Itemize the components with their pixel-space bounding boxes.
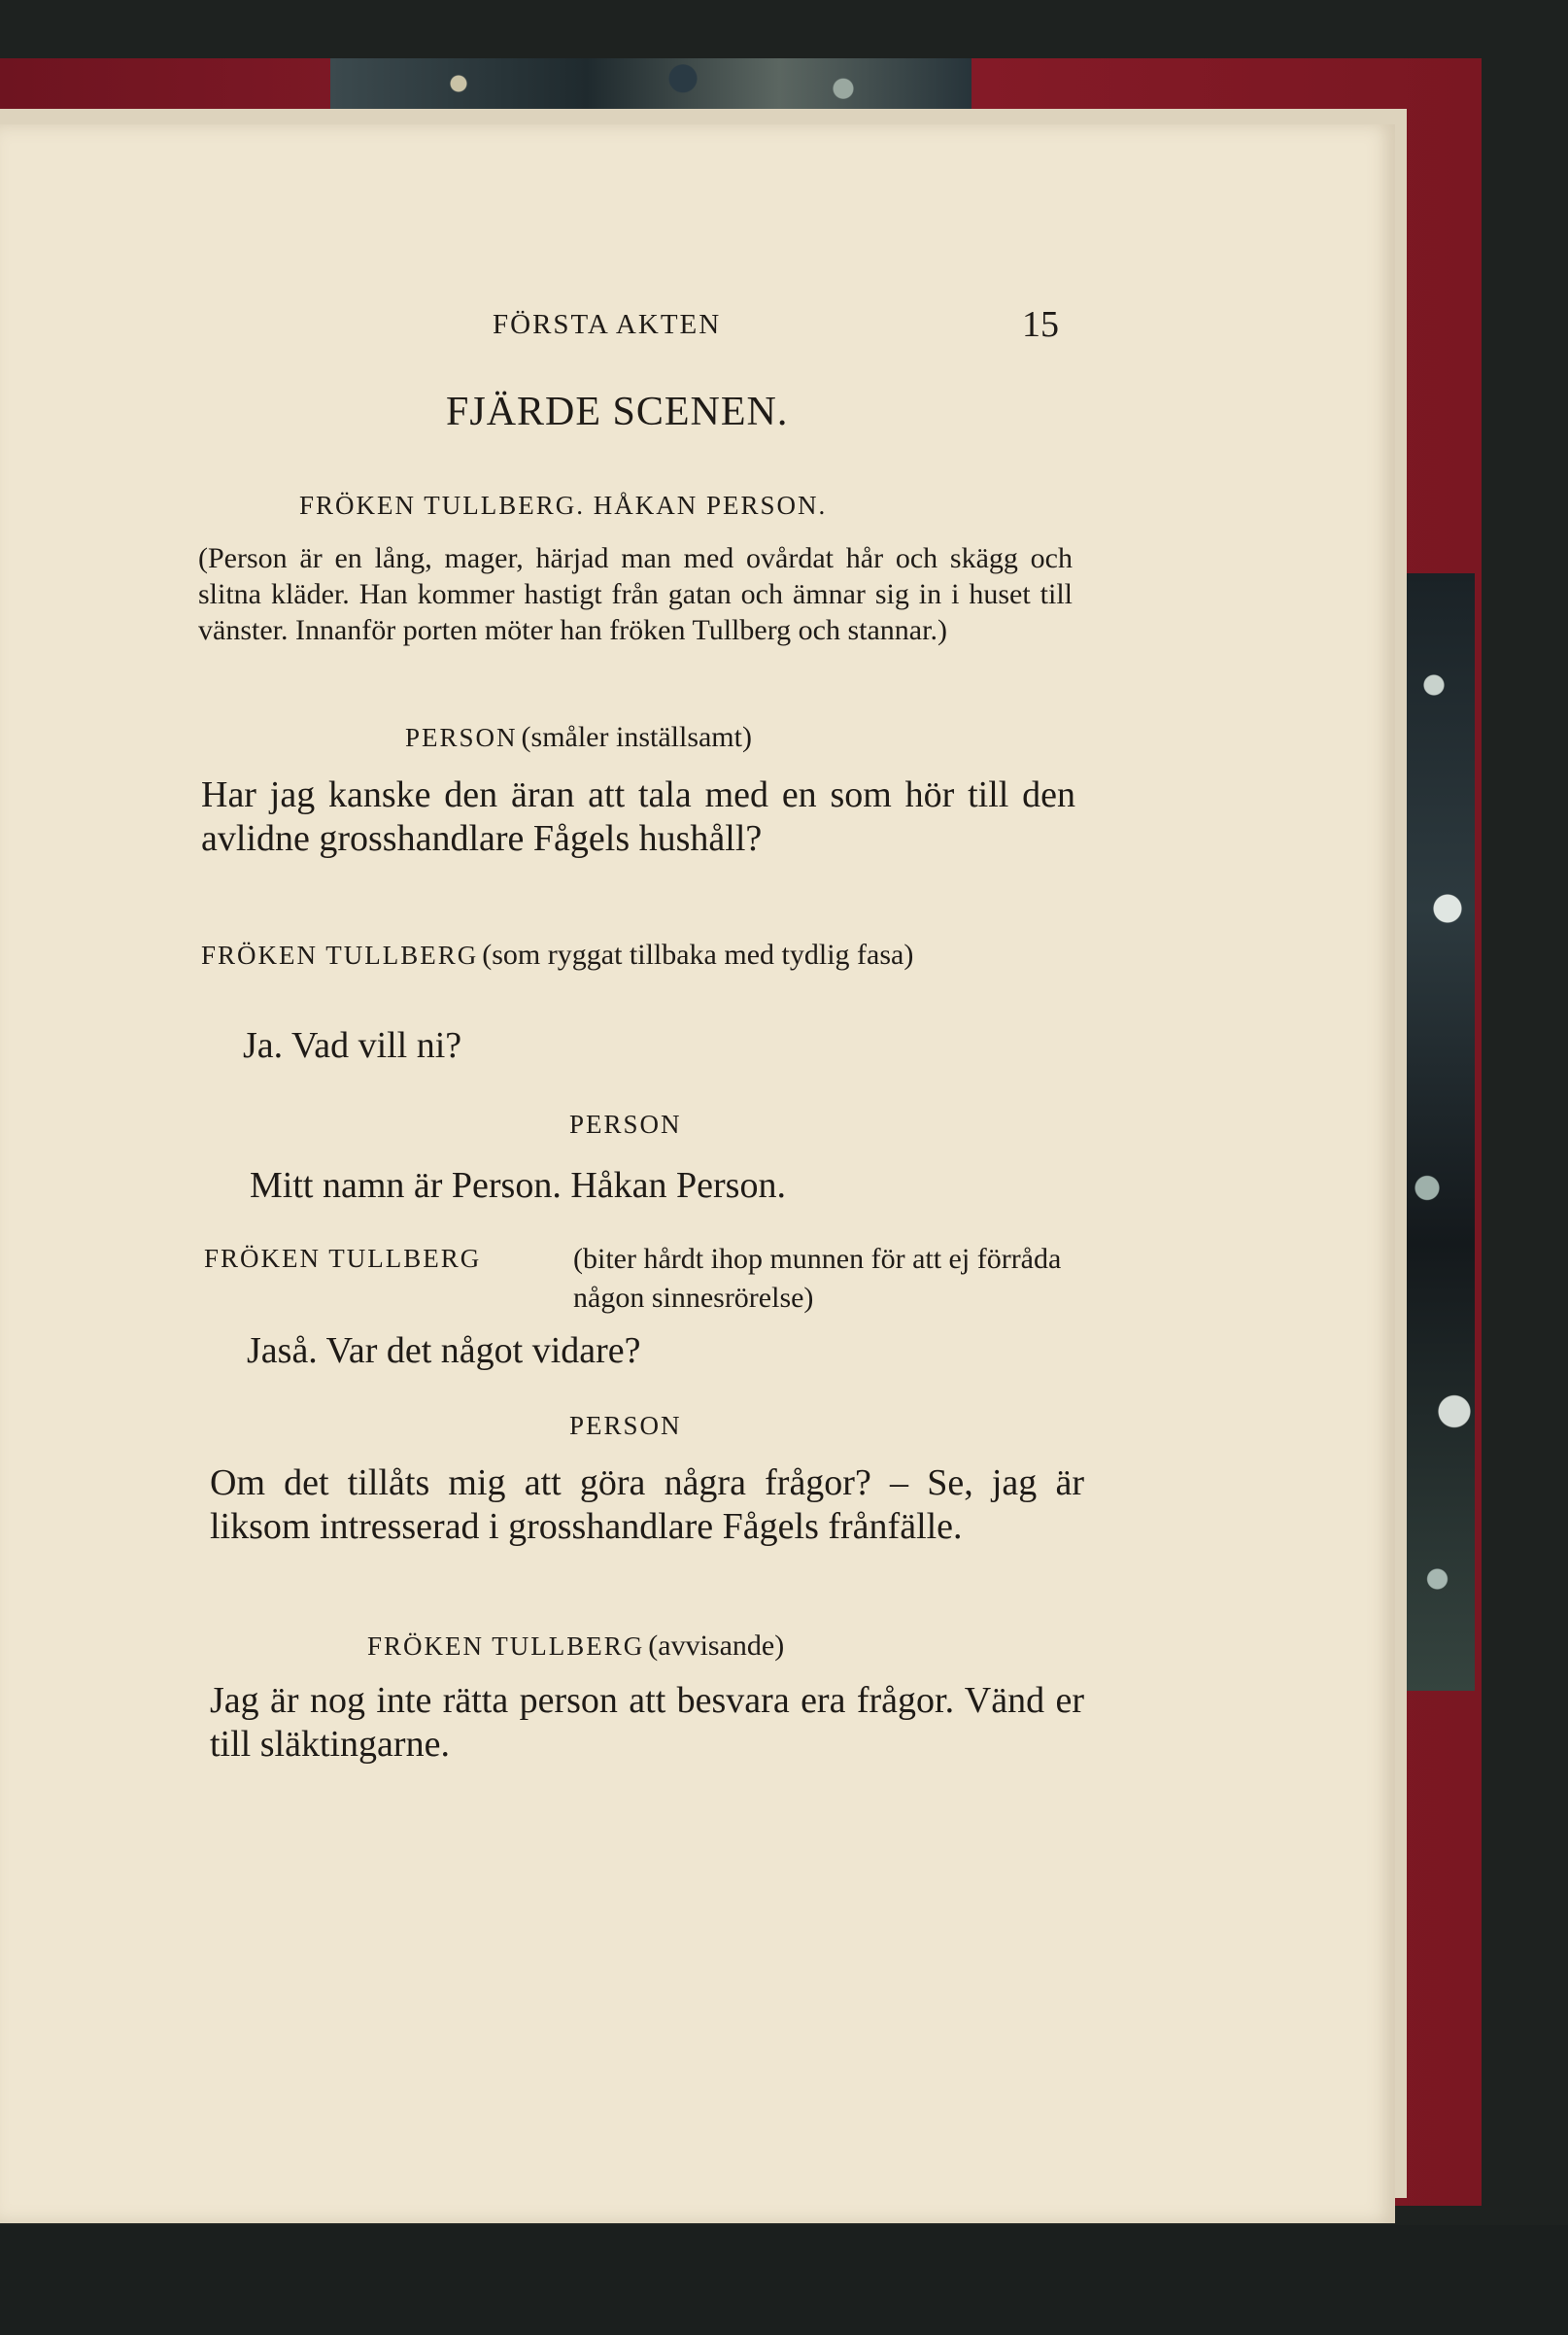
speaker-name: FRÖKEN TULLBERG xyxy=(201,941,479,970)
dialogue-line: Mitt namn är Person. Håkan Person. xyxy=(250,1165,786,1206)
speaker-name: FRÖKEN TULLBERG xyxy=(204,1244,482,1273)
speaker-note: (biter hårdt ihop munnen för att ej förråda någon sinnesrörelse) xyxy=(573,1243,1062,1314)
dialogue-line: Ja. Vad vill ni? xyxy=(243,1025,462,1066)
dialogue-line: Om det tillåts mig att göra några frågor? – Se, jag är liksom intresserad i grosshandlare Fågels frånfälle. xyxy=(210,1462,1084,1547)
speaker-note: (småler inställsamt) xyxy=(521,721,752,753)
speaker-heading xyxy=(405,721,752,754)
speaker-heading xyxy=(201,937,1075,979)
speaker-heading xyxy=(367,1630,784,1663)
speaker-name: PERSON xyxy=(569,1110,682,1139)
speaker-note: (som ryggat tillbaka med tydlig fasa) xyxy=(482,939,914,971)
scene-title: FJÄRDE SCENEN. xyxy=(446,390,789,434)
speaker-name: FRÖKEN TULLBERG xyxy=(367,1631,645,1661)
dialogue-line: Jaså. Var det något vidare? xyxy=(247,1330,641,1371)
speaker-name: PERSON xyxy=(405,723,518,752)
cast-list: FRÖKEN TULLBERG. HÅKAN PERSON. xyxy=(299,491,828,520)
dialogue-line: Jag är nog inte rätta person att besvara era frågor. Vänd er till släktingarne. xyxy=(210,1680,1084,1765)
background-bottom xyxy=(0,2225,1568,2335)
dialogue-line: Har jag kanske den äran att tala med en som hör till den avlidne grosshandlare Fågels hushåll? xyxy=(201,774,1075,859)
speaker-note: (avvisande) xyxy=(648,1630,785,1662)
marbled-cover-edge-side xyxy=(1407,573,1475,1691)
speaker-name: PERSON xyxy=(569,1411,682,1440)
page-number: 15 xyxy=(1022,304,1059,345)
running-head: FÖRSTA AKTEN xyxy=(493,309,722,340)
marbled-cover-edge-top xyxy=(330,58,971,109)
stage-direction: (Person är en lång, mager, härjad man med ovårdat hår och skägg och slitna kläder. Han kommer hastigt från gatan och ämnar sig in i huset till vänster. Innanför porten möter han fröken Tullberg och stannar.) xyxy=(198,542,1073,646)
